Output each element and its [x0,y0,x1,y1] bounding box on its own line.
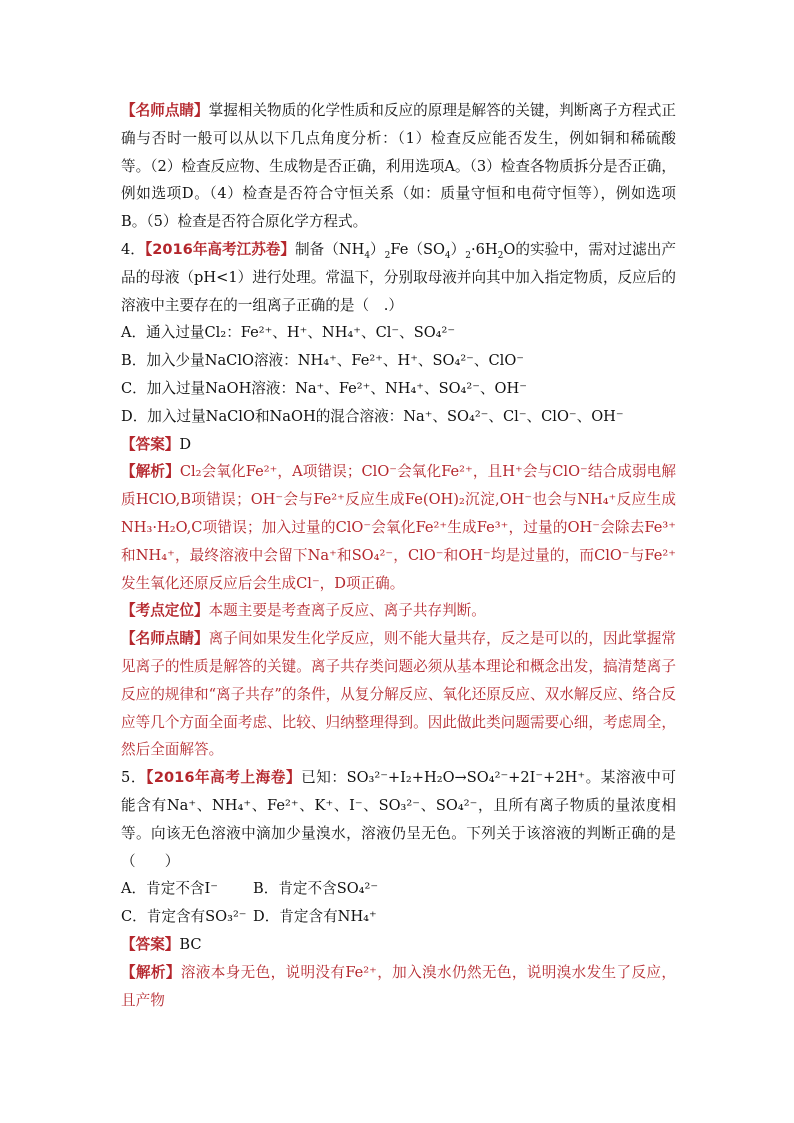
analysis-tag: 【解析】 [121,463,180,481]
kaodian-text: 本题主要是考查离子反应、离子共存判断。 [208,602,486,620]
analysis-tag: 【解析】 [121,963,181,981]
answer-paragraph [121,431,676,459]
q5-option-d: D．肯定含有NH₄⁺ [253,908,377,926]
answer-value: D [179,435,192,453]
q5-options-row-2 [121,903,676,931]
option-d: D．加入过量NaClO和NaOH的混合溶液：Na⁺、SO₄²⁻、Cl⁻、ClO⁻、OH⁻ [121,407,624,425]
q5-option-b: B．肯定不含SO₄²⁻ [253,880,379,898]
tips-text: 掌握相关物质的化学性质和反应的原理是解答的关键，判断离子方程式正确与否时一般可以从以下几点角度分析：（1）检查反应能否发生，例如铜和稀硫酸等。（2）检查反应物、生成物是否正确，利用选项A。（3）检查各物质拆分是否正确，例如选项D。（4）检查是否符合守恒关系（如：质量守恒和电荷守恒等），例如选项B。（5）检查是否符合原化学方程式。 [121,102,676,231]
q5-analysis-paragraph [121,959,676,1015]
question-4-stem: 4．【2016年高考江苏卷】制备$(NH_4)_2Fe(SO_4)_2\cdot 6H_2O$的实验中，需对过滤出产品的母液（pH<1）进行处理。常温下，分别取母液并向其中加入指定物质，反应后的溶液中主要存在的一组离子正确的是（ .） [121,240,676,314]
dianjing-text: 离子间如果发生化学反应，则不能大量共存，反之是可以的，因此掌握常见离子的性质是解答的关键。离子共存类问题必须从基本理论和概念出发，搞清楚离子反应的规律和“离子共存”的条件，从复分解反应、氧化还原反应、双水解反应、络合反应等几个方面全面考虑、比较、归纳整理得到。因此做此类问题需要心细，考虑周全，然后全面解答。 [121,630,676,759]
analysis-text: Cl₂会氧化Fe²⁺，A项错误；ClO⁻会氧化Fe²⁺，且H⁺会与ClO⁻结合成弱电解质HClO,B项错误；OH⁻会与Fe²⁺反应生成Fe(OH)₂沉淀,OH⁻也会与NH₄⁺反应生成NH₃·H₂O,C项错误；加入过量的ClO⁻会氧化Fe²⁺生成Fe³⁺，过量的OH⁻会除去Fe³⁺和NH₄⁺，最终溶液中会留下Na⁺和SO₄²⁻，ClO⁻和OH⁻均是过量的，而ClO⁻与Fe²⁺发生氧化还原反应后会生成Cl⁻，D项正确。 [121,463,676,592]
analysis-paragraph [121,458,676,597]
question-number: 5． [121,769,146,787]
option-a: A．通入过量Cl₂：Fe²⁺、H⁺、NH₄⁺、Cl⁻、SO₄²⁻ [121,324,456,342]
question-5-stem [121,764,676,875]
option-c: C．加入过量NaOH溶液：Na⁺、Fe²⁺、NH₄⁺、SO₄²⁻、OH⁻ [121,379,527,397]
document-content [121,97,676,1014]
q5-option-a: A．肯定不含I⁻ [121,880,218,898]
kaodian-tag: 【考点定位】 [121,602,209,620]
q5-option-c: C．肯定含有SO₃²⁻ [121,908,247,926]
analysis-text: 溶液本身无色，说明没有Fe²⁺，加入溴水仍然无色，说明溴水发生了反应，且产物 [121,963,676,1009]
tips-paragraph [121,97,676,236]
answer-tag: 【答案】 [121,435,180,453]
option-b: B．加入少量NaClO溶液：NH₄⁺、Fe²⁺、H⁺、SO₄²⁻、ClO⁻ [121,352,524,370]
question-5-text: 已知：SO₃²⁻+I₂+H₂O→SO₄²⁻+2I⁻+2H⁺。某溶液中可能含有Na⁺、NH₄⁺、Fe²⁺、K⁺、I⁻、SO₃²⁻、SO₄²⁻，且所有离子物质的量浓度相等。向该无色溶液中滴加少量溴水，溶液仍呈无色。下列关于该溶液的判断正确的是（ ） [121,769,677,870]
q5-options-row-1 [121,875,676,903]
question-source: 【2016年高考上海卷】 [146,769,302,787]
answer-tag: 【答案】 [121,935,180,953]
dianjing-tag: 【名师点睛】 [121,630,209,648]
q5-answer-paragraph [121,931,676,959]
question-source: 【2016年高考江苏卷】 [144,240,296,258]
dianjing-paragraph [121,625,676,764]
kaodian-paragraph [121,597,676,625]
question-number: 4． [121,240,145,258]
answer-value: BC [179,935,202,953]
tips-tag: 【名师点睛】 [121,102,209,119]
